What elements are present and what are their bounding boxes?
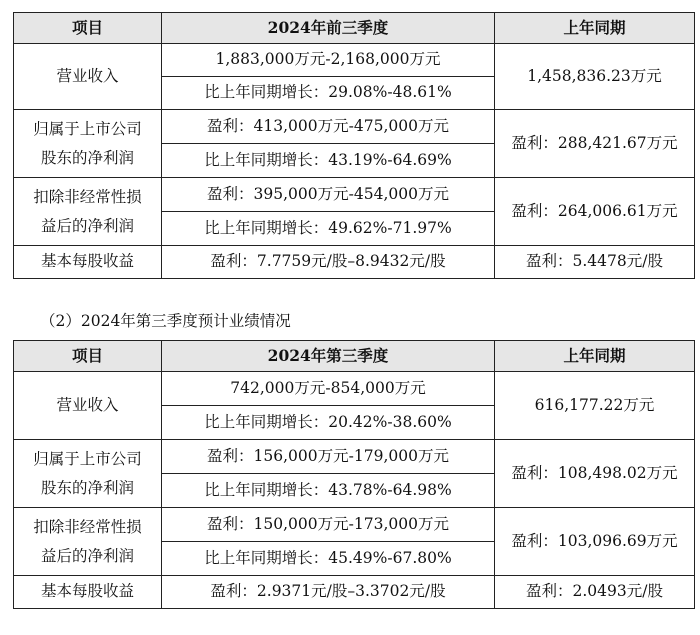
- deducted-profit-label-line1: 扣除非经常性损: [33, 517, 142, 536]
- header-prior-period: 上年同期: [495, 13, 695, 44]
- deducted-profit-label: [14, 508, 162, 576]
- table-row: [14, 178, 695, 212]
- net-profit-label-line2: 股东的净利润: [40, 148, 134, 167]
- net-profit-growth: 比上年同期增长：43.19%-64.69%: [162, 144, 495, 178]
- net-profit-label-line1: 归属于上市公司: [33, 119, 142, 138]
- table-row: [14, 246, 695, 279]
- eps-prior: 盈利：2.0493元/股: [495, 576, 695, 609]
- deducted-profit-prior: 盈利：103,096.69万元: [495, 508, 695, 576]
- revenue-label: 营业收入: [14, 372, 162, 440]
- revenue-prior: 1,458,836.23万元: [495, 44, 695, 110]
- deducted-profit-range: 盈利：150,000万元-173,000万元: [162, 508, 495, 542]
- deducted-profit-label-line2: 益后的净利润: [40, 546, 134, 565]
- header-period: 2024年前三季度: [162, 13, 495, 44]
- net-profit-label-line2: 股东的净利润: [40, 478, 134, 497]
- net-profit-label: [14, 440, 162, 508]
- net-profit-prior: 盈利：288,421.67万元: [495, 110, 695, 178]
- table-header-row: [14, 341, 695, 372]
- net-profit-label: [14, 110, 162, 178]
- table-row: [14, 576, 695, 609]
- net-profit-growth: 比上年同期增长：43.78%-64.98%: [162, 474, 495, 508]
- deducted-profit-range: 盈利：395,000万元-454,000万元: [162, 178, 495, 212]
- deducted-profit-label-line2: 益后的净利润: [40, 216, 134, 235]
- header-period: 2024年第三季度: [162, 341, 495, 372]
- eps-prior: 盈利：5.4478元/股: [495, 246, 695, 279]
- net-profit-label-line1: 归属于上市公司: [33, 449, 142, 468]
- table-header-row: [14, 13, 695, 44]
- revenue-range: 1,883,000万元-2,168,000万元: [162, 44, 495, 77]
- section-caption: （2）2024年第三季度预计业绩情况: [40, 312, 291, 330]
- header-prior-period: 上年同期: [495, 341, 695, 372]
- eps-range: 盈利：7.7759元/股–8.9432元/股: [162, 246, 495, 279]
- header-item: 项目: [14, 341, 162, 372]
- ytd-forecast-table: [13, 12, 695, 279]
- deducted-profit-label: [14, 178, 162, 246]
- revenue-range: 742,000万元-854,000万元: [162, 372, 495, 406]
- revenue-label: 营业收入: [14, 44, 162, 110]
- table-row: [14, 44, 695, 77]
- revenue-growth: 比上年同期增长：20.42%-38.60%: [162, 406, 495, 440]
- q3-forecast-table: [13, 340, 695, 609]
- table-row: [14, 110, 695, 144]
- table-row: [14, 372, 695, 406]
- deducted-profit-prior: 盈利：264,006.61万元: [495, 178, 695, 246]
- eps-label: 基本每股收益: [14, 246, 162, 279]
- table-row: [14, 440, 695, 474]
- deducted-profit-label-line1: 扣除非经常性损: [33, 187, 142, 206]
- revenue-growth: 比上年同期增长：29.08%-48.61%: [162, 77, 495, 110]
- net-profit-range: 盈利：156,000万元-179,000万元: [162, 440, 495, 474]
- table-row: [14, 508, 695, 542]
- net-profit-range: 盈利：413,000万元-475,000万元: [162, 110, 495, 144]
- header-item: 项目: [14, 13, 162, 44]
- net-profit-prior: 盈利：108,498.02万元: [495, 440, 695, 508]
- eps-label: 基本每股收益: [14, 576, 162, 609]
- revenue-prior: 616,177.22万元: [495, 372, 695, 440]
- deducted-profit-growth: 比上年同期增长：45.49%-67.80%: [162, 542, 495, 576]
- eps-range: 盈利：2.9371元/股–3.3702元/股: [162, 576, 495, 609]
- deducted-profit-growth: 比上年同期增长：49.62%-71.97%: [162, 212, 495, 246]
